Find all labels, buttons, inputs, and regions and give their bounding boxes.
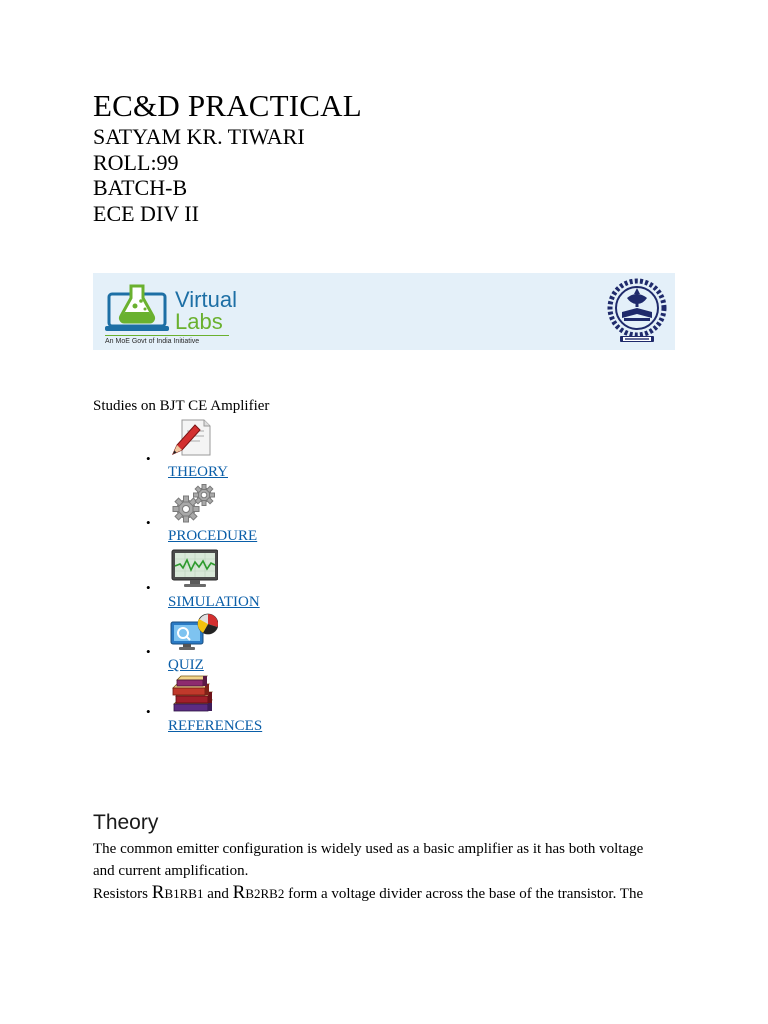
symbol-rb2-letter: R (232, 882, 246, 903)
list-bullet: • (146, 704, 151, 719)
list-bullet: • (146, 451, 151, 466)
gears-icon[interactable] (170, 483, 218, 523)
virtual-labs-flask-logo-icon (105, 282, 169, 338)
symbol-rb1-subscript: B1RB1 (164, 886, 204, 901)
nav-link-theory[interactable]: THEORY (168, 464, 228, 480)
theory-paragraph-line-2: and current amplification. (93, 863, 249, 879)
theory-paragraph-line-3 (93, 882, 643, 905)
nav-link-procedure[interactable]: PROCEDURE (168, 528, 258, 544)
student-name: SATYAM KR. TIWARI (93, 124, 305, 149)
symbol-rb2-subscript: B2RB2 (245, 886, 285, 901)
nav-link-simulation[interactable]: SIMULATION (168, 594, 260, 610)
pencil-paper-icon[interactable] (170, 417, 218, 457)
roll-number: ROLL:99 (93, 150, 179, 175)
experiment-caption: Studies on BJT CE Amplifier (93, 398, 270, 414)
monitor-graph-icon[interactable] (170, 548, 218, 588)
text-and: and (203, 886, 233, 902)
batch: BATCH-B (93, 175, 188, 200)
document-title: EC&D PRACTICAL (93, 88, 362, 123)
nav-link-references[interactable]: REFERENCES (168, 718, 263, 734)
logo-divider (105, 335, 229, 336)
logo-word-labs: Labs (175, 309, 223, 334)
virtual-labs-logo[interactable] (105, 280, 241, 346)
virtual-labs-banner (93, 273, 675, 350)
symbol-rb1-letter: R (151, 882, 165, 903)
list-bullet: • (146, 580, 151, 595)
books-icon[interactable] (170, 674, 218, 714)
theory-heading: Theory (93, 811, 159, 834)
division: ECE DIV II (93, 201, 199, 226)
nav-link-quiz[interactable]: QUIZ (168, 657, 204, 673)
monitor-pie-icon[interactable] (170, 612, 218, 652)
list-bullet: • (146, 644, 151, 659)
logo-word-virtual: Virtual (175, 287, 237, 312)
text-voltage-divider: form a voltage divider across the base of the transistor. The (284, 886, 644, 902)
text-resistors: Resistors (93, 886, 152, 902)
list-bullet: • (146, 515, 151, 530)
iit-kharagpur-seal-icon[interactable] (602, 276, 672, 348)
logo-tagline: An MoE Govt of India Initiative (105, 338, 200, 345)
theory-paragraph-line-1: The common emitter configuration is widely used as a basic amplifier as it has both voltage (93, 841, 644, 857)
